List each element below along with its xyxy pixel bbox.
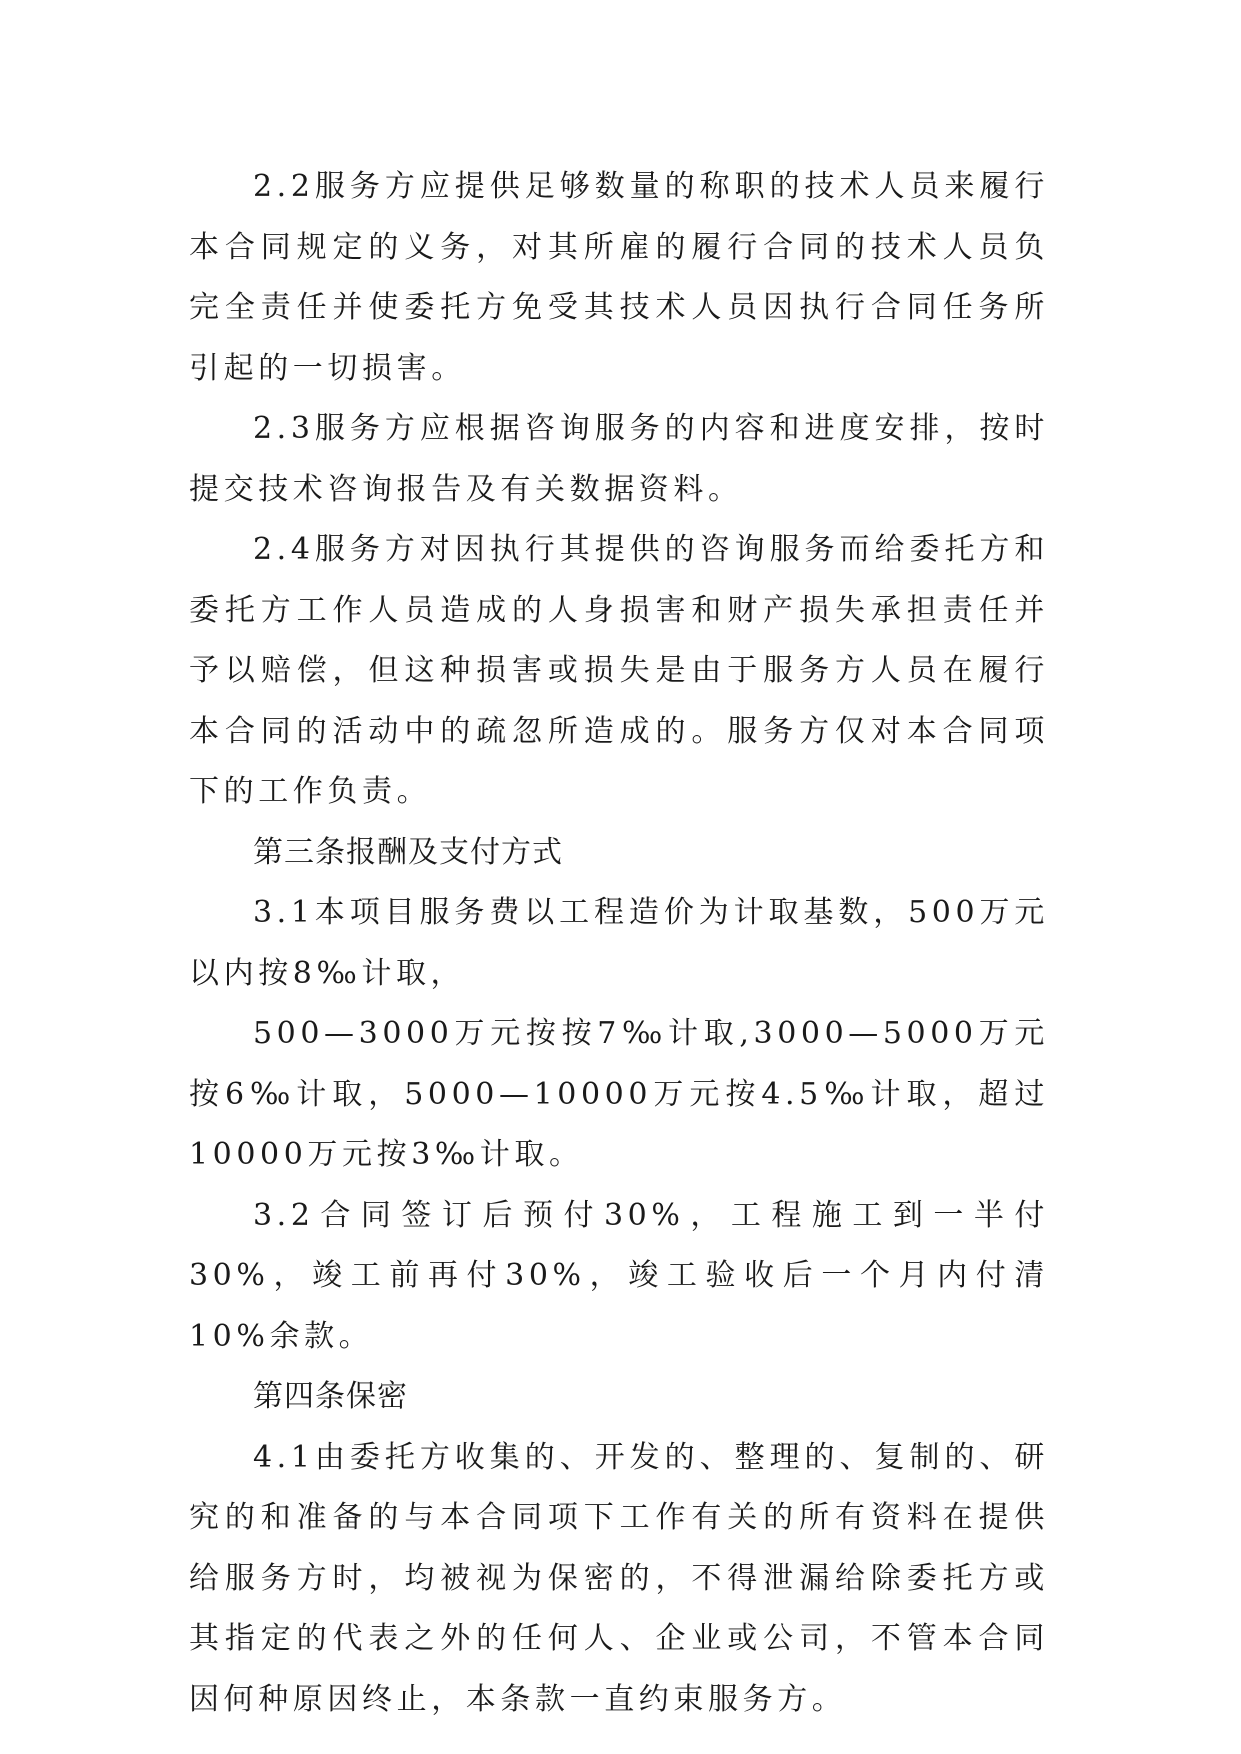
clause-2-3: 2.3服务方应根据咨询服务的内容和进度安排，按时提交技术咨询报告及有关数据资料。 (189, 411, 1049, 507)
document-body (189, 157, 1049, 1730)
clause-4-1: 4.1由委托方收集的、开发的、整理的、复制的、研究的和准备的与本合同项下工作有关的所有资料在提供给服务方时，均被视为保密的，不得泄漏给除委托方或其指定的代表之外的任何人、企业或公司，不管本合同因何种原因终止，本条款一直约束服务方。 (189, 1439, 1049, 1717)
clause-3-1: 3.1本项目服务费以工程造价为计取基数，500万元以内按8‰计取， (189, 895, 1049, 991)
clause-3-1-continued: 500—3000万元按按7‰计取,3000—5000万元按6‰计取，5000—10000万元按4.5‰计取，超过10000万元按3‰计取。 (189, 1016, 1049, 1172)
article-4-heading: 第四条保密 (253, 1379, 408, 1414)
clause-2-4: 2.4服务方对因执行其提供的咨询服务而给委托方和委托方工作人员造成的人身损害和财产损失承担责任并予以赔偿，但这种损害或损失是由于服务方人员在履行本合同的活动中的疏忽所造成的。服务方仅对本合同项下的工作负责。 (189, 532, 1049, 809)
clause-2-2: 2.2服务方应提供足够数量的称职的技术人员来履行本合同规定的义务，对其所雇的履行合同的技术人员负完全责任并使委托方免受其技术人员因执行合同任务所引起的一切损害。 (189, 169, 1049, 386)
clause-3-2: 3.2合同签订后预付30%，工程施工到一半付30%，竣工前再付30%，竣工验收后一个月内付清10%余款。 (189, 1197, 1049, 1354)
article-3-heading: 第三条报酬及支付方式 (253, 834, 563, 870)
